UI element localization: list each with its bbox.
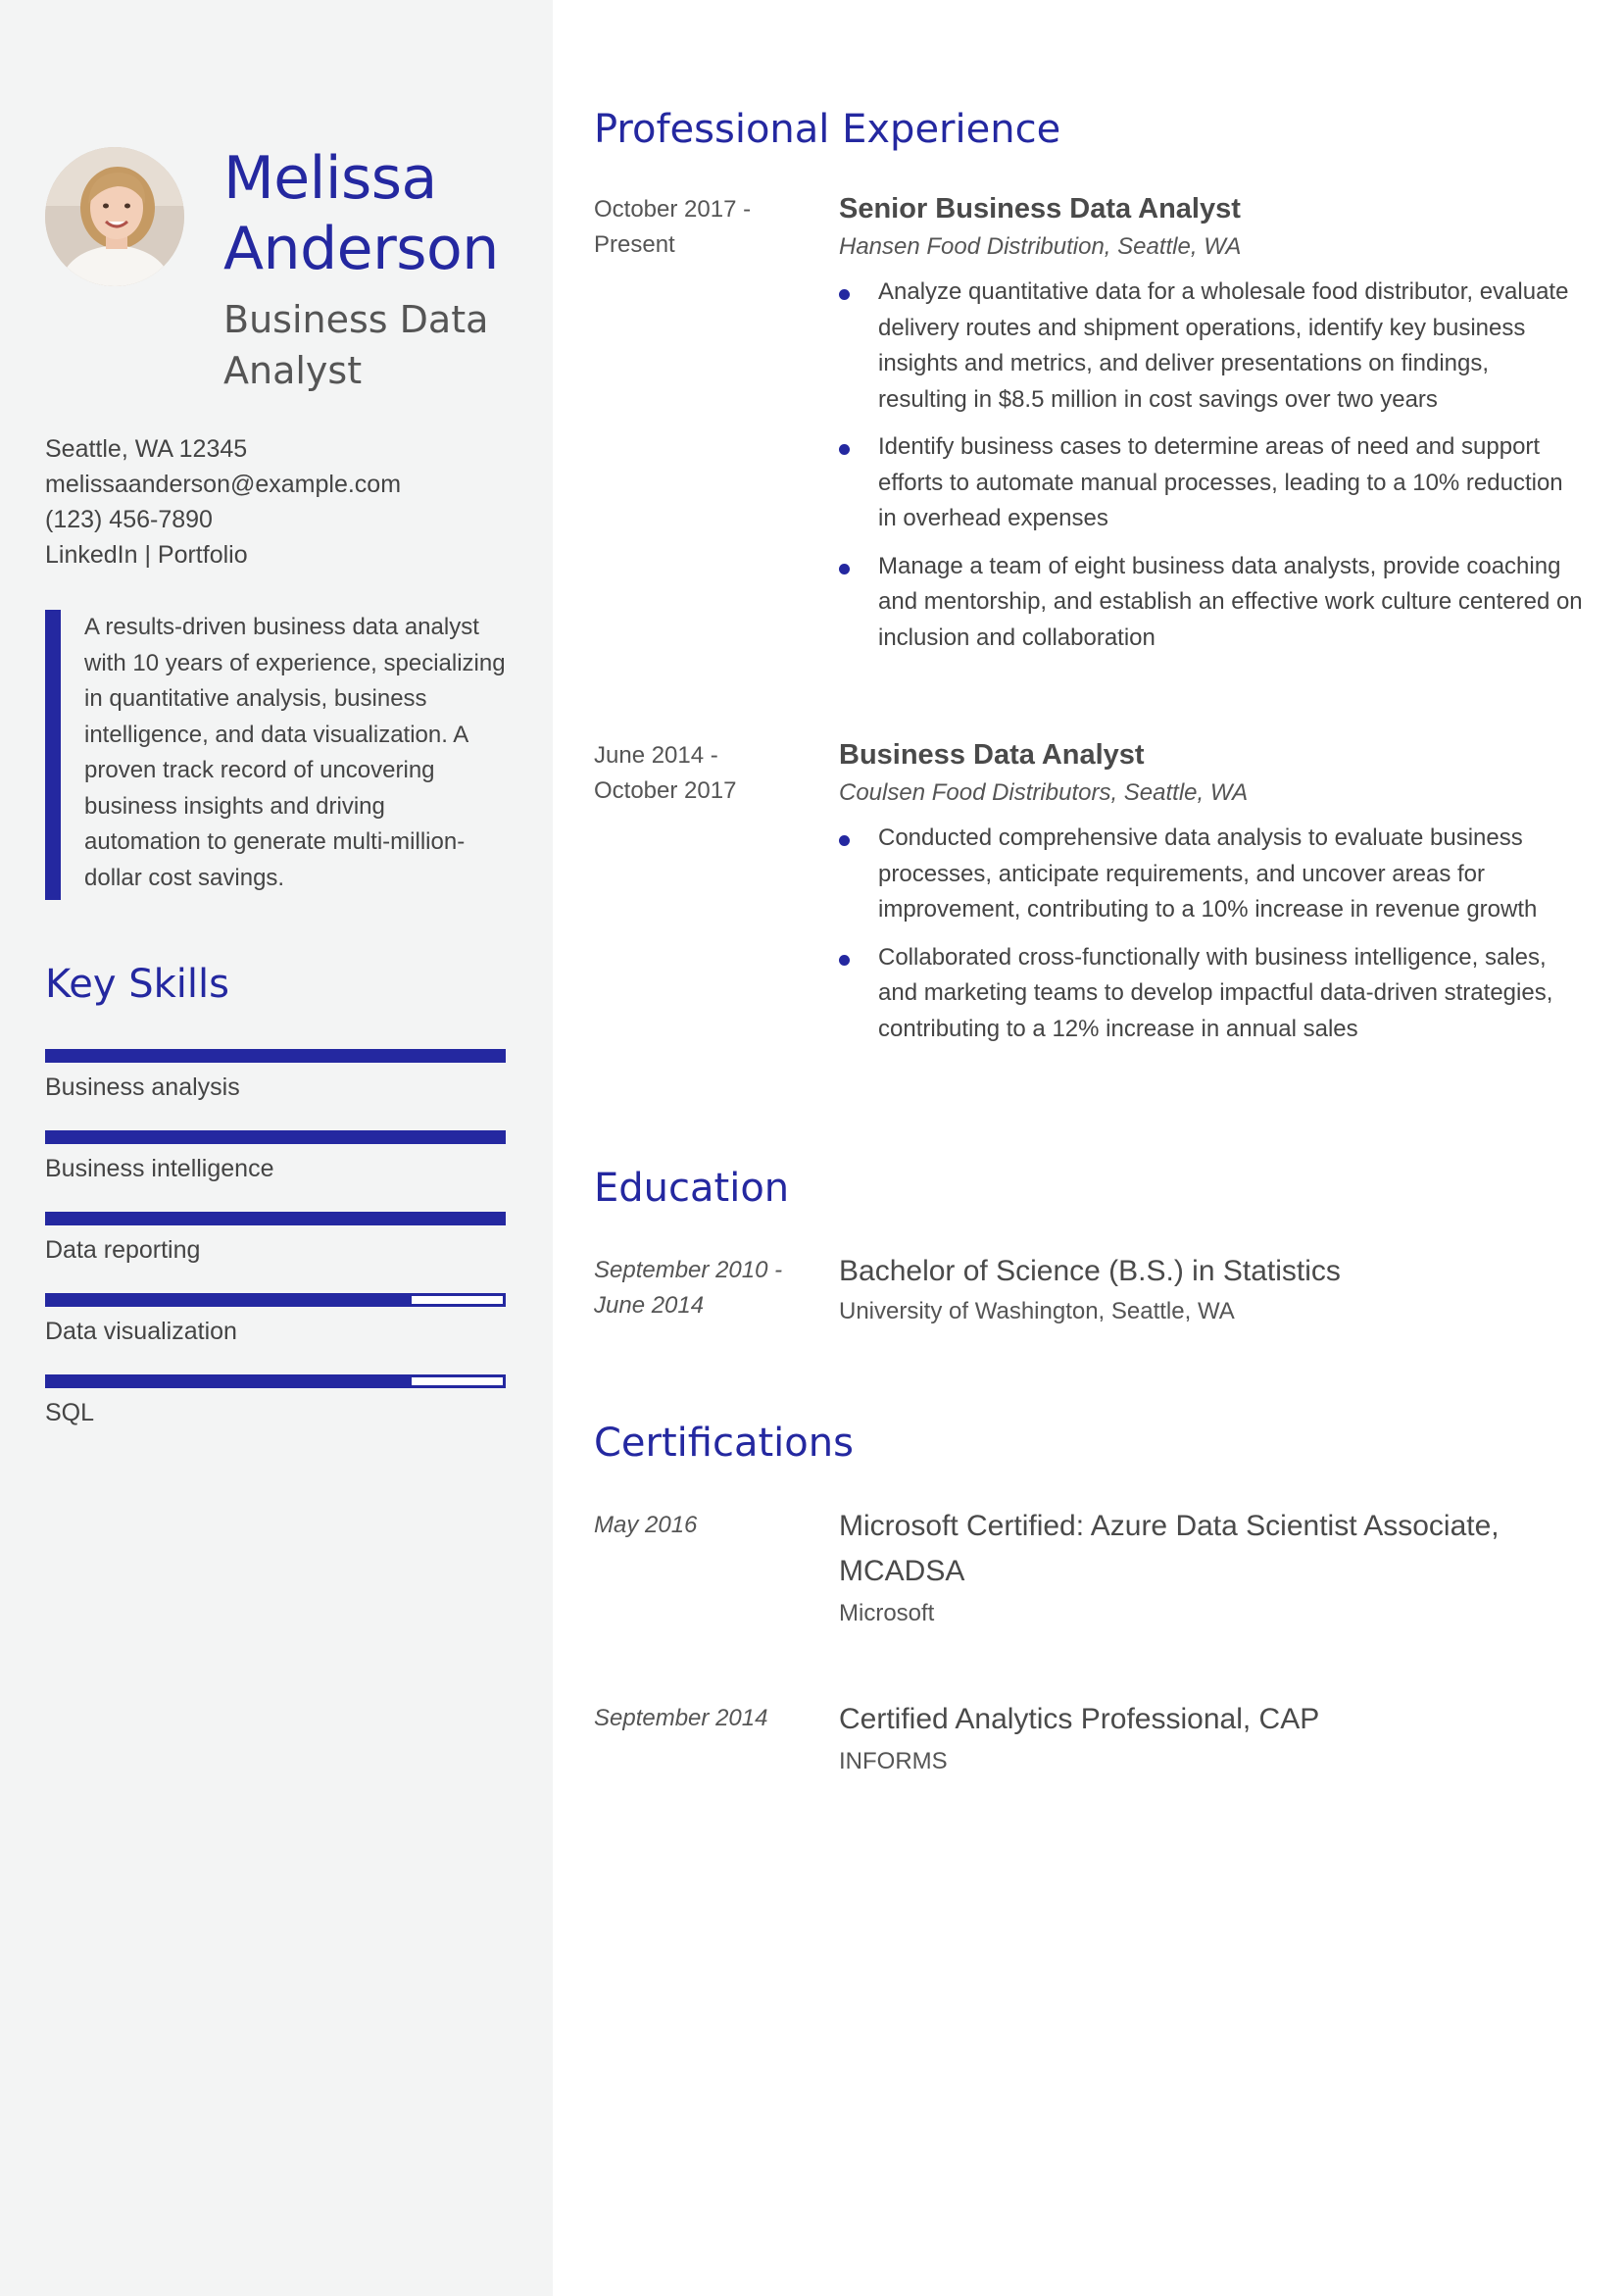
certifications-heading: Certifications bbox=[594, 1421, 854, 1466]
skill-bar bbox=[45, 1212, 506, 1225]
degree: Bachelor of Science (B.S.) in Statistics bbox=[839, 1255, 1341, 1287]
skills-list bbox=[45, 1049, 506, 1456]
job-details bbox=[839, 738, 1584, 1059]
skill-bar bbox=[45, 1374, 506, 1388]
skill-label: Data reporting bbox=[45, 1236, 201, 1264]
skill-item bbox=[45, 1049, 506, 1130]
avatar-image bbox=[45, 147, 184, 286]
job-company: Hansen Food Distribution, Seattle, WA bbox=[839, 233, 1242, 260]
job-company: Coulsen Food Distributors, Seattle, WA bbox=[839, 779, 1249, 806]
main-content bbox=[553, 0, 1623, 2296]
job-bullet: Collaborated cross-functionally with business intelligence, sales, and marketing teams to develop impactful data-driven strategies, contributing to a 12% increase in annual sales bbox=[839, 940, 1584, 1048]
first-name: Melissa bbox=[223, 144, 437, 213]
contact-location: Seattle, WA 12345 bbox=[45, 435, 248, 463]
job-title-line2: Analyst bbox=[223, 349, 363, 392]
job-details bbox=[839, 192, 1584, 668]
school: University of Washington, Seattle, WA bbox=[839, 1298, 1235, 1324]
education-heading: Education bbox=[594, 1166, 790, 1211]
contact-phone: (123) 456-7890 bbox=[45, 506, 213, 533]
skill-fill bbox=[48, 1215, 503, 1223]
certification-details bbox=[839, 1504, 1584, 1631]
job-title bbox=[223, 294, 517, 396]
skill-item bbox=[45, 1212, 506, 1293]
name-block bbox=[223, 143, 517, 396]
contact-links[interactable]: LinkedIn | Portfolio bbox=[45, 541, 248, 569]
certification-date: September 2014 bbox=[594, 1705, 768, 1731]
job-role: Business Data Analyst bbox=[839, 739, 1145, 771]
full-name bbox=[223, 143, 517, 284]
experience-heading: Professional Experience bbox=[594, 107, 1061, 152]
skill-item bbox=[45, 1130, 506, 1212]
skills-heading: Key Skills bbox=[45, 962, 229, 1007]
education-date-start: September 2010 - bbox=[594, 1257, 783, 1283]
skill-label: SQL bbox=[45, 1399, 95, 1426]
profile-photo bbox=[45, 147, 184, 286]
skill-item bbox=[45, 1293, 506, 1374]
last-name: Anderson bbox=[223, 215, 499, 283]
job-bullet: Conducted comprehensive data analysis to evaluate business processes, anticipate requirements, and uncover areas for improvement, contributing to a 10% increase in revenue growth bbox=[839, 821, 1584, 928]
skill-bar bbox=[45, 1293, 506, 1307]
certification-name: Certified Analytics Professional, CAP bbox=[839, 1703, 1320, 1735]
skill-label: Business intelligence bbox=[45, 1155, 274, 1182]
skill-item bbox=[45, 1374, 506, 1456]
job-bullets bbox=[839, 821, 1584, 1047]
job-bullet: Identify business cases to determine areas of need and support efforts to automate manual processes, leading to a 10% reduction in overhead expenses bbox=[839, 429, 1584, 537]
job-bullet: Manage a team of eight business data analysts, provide coaching and mentorship, and establish an effective work culture centered on inclusion and collaboration bbox=[839, 549, 1584, 657]
education-date-end: June 2014 bbox=[594, 1292, 705, 1319]
job-date-start: October 2017 - bbox=[594, 196, 752, 223]
certification-name: Microsoft Certified: Azure Data Scientist Associate, MCADSA bbox=[839, 1510, 1500, 1587]
sidebar bbox=[0, 0, 553, 2296]
education-details bbox=[839, 1249, 1584, 1329]
job-date-end: October 2017 bbox=[594, 777, 737, 804]
certification-issuer: INFORMS bbox=[839, 1748, 948, 1774]
certification-date: May 2016 bbox=[594, 1512, 698, 1538]
job-date-start: June 2014 - bbox=[594, 742, 718, 769]
job-title-line1: Business Data bbox=[223, 298, 489, 341]
job-bullets bbox=[839, 275, 1584, 656]
job-dates bbox=[594, 738, 790, 809]
skill-fill bbox=[48, 1296, 412, 1304]
certification-issuer: Microsoft bbox=[839, 1600, 935, 1626]
skill-bar bbox=[45, 1130, 506, 1144]
certification-details bbox=[839, 1697, 1584, 1779]
job-bullet: Analyze quantitative data for a wholesale food distributor, evaluate delivery routes and shipment operations, identify key business insights and metrics, and deliver presentations on findings, resulting in $8.5 million in cost savings over two years bbox=[839, 275, 1584, 418]
contact-info bbox=[45, 431, 401, 573]
skill-label: Data visualization bbox=[45, 1318, 237, 1345]
skill-label: Business analysis bbox=[45, 1073, 240, 1101]
skill-fill bbox=[48, 1133, 503, 1141]
skill-fill bbox=[48, 1052, 503, 1060]
contact-email[interactable]: melissaanderson@example.com bbox=[45, 471, 402, 498]
education-dates bbox=[594, 1253, 790, 1323]
skill-bar bbox=[45, 1049, 506, 1063]
skill-fill bbox=[48, 1377, 412, 1385]
job-date-end: Present bbox=[594, 231, 675, 258]
job-role: Senior Business Data Analyst bbox=[839, 193, 1241, 225]
job-dates bbox=[594, 192, 790, 263]
summary-block: A results-driven business data analyst with 10 years of experience, specializing in quantitative analysis, business intelligence, and data visualization. A proven track record of uncovering business insights and driving automation to generate multi-million-dollar cost savings. bbox=[45, 610, 506, 900]
